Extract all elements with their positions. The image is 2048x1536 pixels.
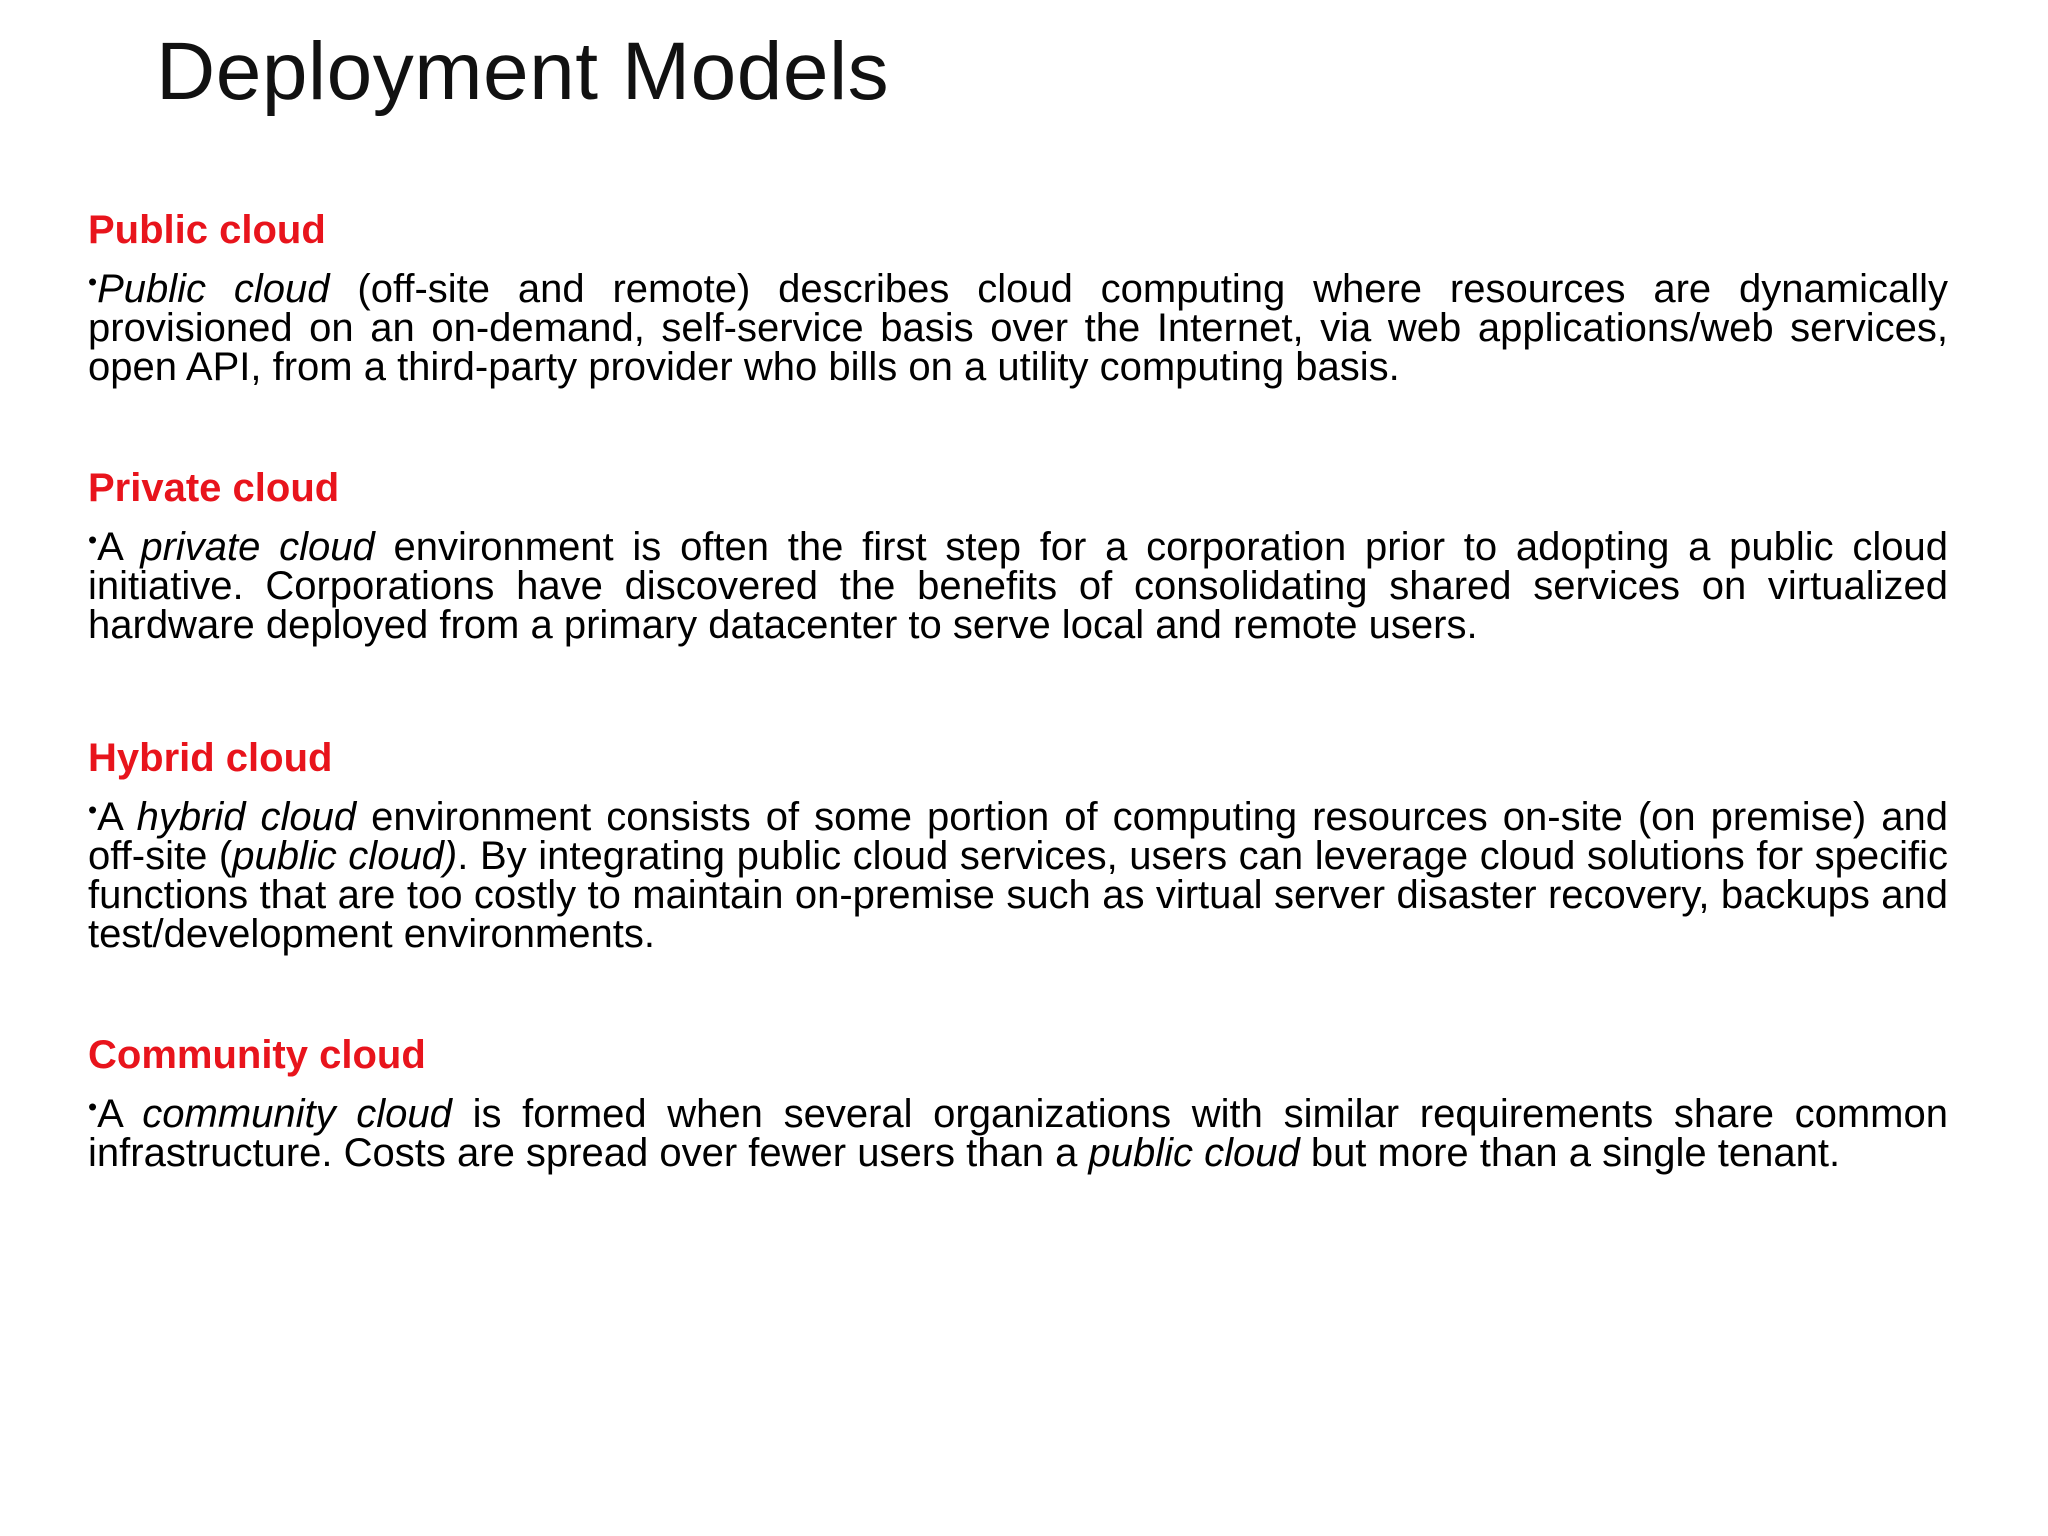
- section-heading-private-cloud: Private cloud: [88, 466, 340, 510]
- emphasis-text: hybrid cloud: [136, 795, 357, 839]
- section-hybrid-cloud: [88, 734, 1948, 954]
- body-text: A: [97, 795, 137, 839]
- emphasis-text: public cloud: [1088, 1131, 1300, 1175]
- section-public-cloud: [88, 206, 1948, 387]
- section-body-public-cloud: [88, 266, 1948, 389]
- bullet-marker: •: [88, 794, 98, 825]
- body-text: (off-site and remote) describes cloud computing where resources are dynamically provisioned on an on-demand, self-service basis over the Internet, via web applications/web services, open API, from a third-party provider who bills on a utility computing basis.: [88, 267, 1948, 389]
- body-text: is formed when several organizations with similar requirements share common infrastructure. Costs are spread over fewer users than a: [88, 1092, 1948, 1175]
- section-body-private-cloud: [88, 524, 1949, 647]
- emphasis-text: private cloud: [140, 525, 375, 569]
- emphasis-text: Public cloud: [97, 267, 330, 311]
- section-heading-hybrid-cloud: Hybrid cloud: [88, 736, 333, 780]
- bullet-marker: •: [88, 524, 98, 555]
- bullet-marker: •: [88, 1091, 98, 1122]
- slide-title: Deployment Models: [156, 26, 890, 117]
- section-body-community-cloud: [88, 1091, 1948, 1175]
- section-heading-community-cloud: Community cloud: [88, 1033, 426, 1077]
- body-text: A: [97, 1092, 143, 1136]
- section-private-cloud: [88, 464, 1948, 645]
- section-community-cloud: [88, 1031, 1948, 1173]
- body-text: environment consists of some portion of computing resources on-site (on premise) and off-site (: [88, 795, 1948, 878]
- body-text: but more than a single tenant.: [1299, 1131, 1841, 1175]
- body-text: environment is often the first step for a corporation prior to adopting a public cloud initiative. Corporations have discovered the benefits of consolidating shared services on virtualized hardware deployed from a primary datacenter to serve local and remote users.: [88, 525, 1949, 647]
- emphasis-text: community cloud: [142, 1092, 452, 1136]
- body-text: . By integrating public cloud services, users can leverage cloud solutions for specific functions that are too costly to maintain on-premise such as virtual server disaster recovery, backups and test/development environments.: [88, 834, 1949, 956]
- section-body-hybrid-cloud: [88, 794, 1949, 956]
- bullet-marker: •: [88, 266, 98, 297]
- emphasis-text: public cloud): [232, 834, 458, 878]
- section-heading-public-cloud: Public cloud: [88, 208, 326, 252]
- body-text: A: [97, 525, 141, 569]
